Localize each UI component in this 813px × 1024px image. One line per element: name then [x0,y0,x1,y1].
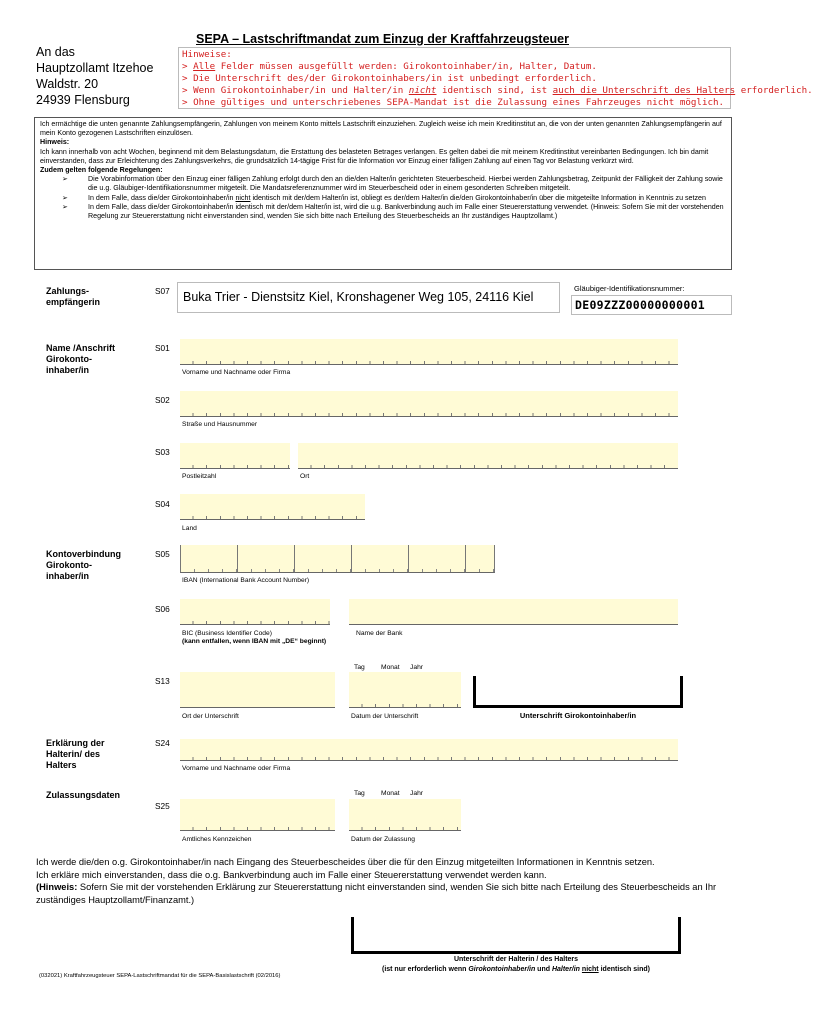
hint-line-1: > Alle Felder müssen ausgefüllt werden: Girokontoinhaber/in, Halter, Datum. [182,61,597,72]
declaration-line-1: Ich werde die/den o.g. Girokontoinhaber/in nach Eingang des Steuerbescheides über die für den Einzug mitgeteilten Informationen in Kenntnis setzen. [36,857,655,867]
holder-label: Name /Anschrift Girokonto- inhaber/in [46,343,116,375]
owner-declaration [36,856,736,906]
footer-form-id: (032021) Kraftfahrzeugsteuer SEPA-Lastschriftmandat für die SEPA-Basislastschrift (02/2016) [39,973,281,979]
registration-date-field[interactable] [349,799,461,831]
holder-city-caption: Ort [300,473,310,480]
mandate-intro: Ich ermächtige die unten genannte Zahlungsempfängerin, Zahlungen von meinem Konto mittels Lastschrift einzuziehen. Zugleich weise ich mein Kreditinstitut an, die von der unten genannten Zahlungsempfängerin auf mein Konto gezogenen Lastschriften einzulösen. [40,120,722,138]
hints-box [178,47,813,109]
mandate-rule-1: ➢ Die Vorabinformation über den Einzug einer fälligen Zahlung erfolgt durch den an die/den Halter/in gerichteten Steuerbescheid. Hierbei werden Zahlungsbetrag, Zeitpunkt der Fälligkeit der Zahlung sowie die u.g. Gläubiger-Identifikationsnummer mitgeteilt. Die Mandatsreferenznummer wird im Steuerbescheid oder in einem gesonderten Schreiben mitgeteilt. [62,175,723,193]
field-code-s04: S04 [155,499,170,509]
holder-zip-caption: Postleitzahl [182,473,217,480]
mandate-text-box [34,117,732,270]
field-code-s24: S24 [155,738,170,748]
iban-segment-4[interactable] [351,545,408,573]
mandate-hint-label: Hinweis: [40,138,70,147]
field-code-s05: S05 [155,549,170,559]
license-plate-field[interactable] [180,799,335,831]
date-label-month: Monat [381,664,400,671]
mandate-hint-text: Ich kann innerhalb von acht Wochen, beginnend mit dem Belastungsdatum, die Erstattung des belasteten Betrages verlangen. Es gelten dabei die mit meinem Kreditinstitut vereinbarten Bedingungen. Ich bin damit einverstanden, dass zur Erleichterung des Zahlungsverkehrs, die grundsätzlich 14-tägige Frist für die Information vor Einzug einer fälligen Zahlung auf einen Tag vor Belastung verkürzt wird. [40,147,709,165]
field-code-s13: S13 [155,676,170,686]
date-label-year: Jahr [410,664,424,671]
bic-field[interactable] [180,599,330,625]
declaration-line-3: (Hinweis: Sofern Sie mit der vorstehenden Erklärung zur Steuererstattung nicht einverstanden sind, wenden Sie sich bitte nach Erteilung des Steuerbescheids an Ihr zuständiges Hauptzollamt/Finanzamt.) [36,882,717,905]
license-plate-caption: Amtliches Kennzeichen [182,836,252,843]
holder-city-field[interactable] [298,443,678,469]
holder-street-caption: Straße und Hausnummer [182,421,258,428]
address-line: Waldstr. 20 [36,77,99,91]
signature-date-caption: Datum der Unterschrift [351,713,419,720]
date-label-day: Tag [354,664,365,671]
iban-caption: IBAN (International Bank Account Number) [182,577,310,584]
holder-name-field[interactable] [180,339,678,365]
signature-place-field[interactable] [180,672,335,708]
reg-date-label-year: Jahr [410,790,424,797]
reg-date-label-day: Tag [354,790,365,797]
owner-label: Erklärung der Halterin/ des Halters [46,738,105,770]
reg-date-label-month: Monat [381,790,400,797]
form-title: SEPA – Lastschriftmandat zum Einzug der Kraftfahrzeugsteuer [196,32,569,46]
field-code-s06: S06 [155,604,170,614]
recipient-address [36,44,153,108]
iban-segment-6[interactable] [465,545,495,573]
mandate-rule-2: ➢ In dem Falle, dass die/der Girokontoinhaber/in nicht identisch mit der/dem Halter/in ist, obliegt es der/dem Halter/in die/den Girokontoinhaber/in über die mitgeteilte Information in Kenntnis zu setzen [62,193,706,202]
payee-value: Buka Trier - Dienstsitz Kiel, Kronshagener Weg 105, 24116 Kiel [177,282,560,313]
bank-name-field[interactable] [349,599,678,625]
owner-signature-box[interactable] [351,917,681,954]
holder-zip-field[interactable] [180,443,290,469]
field-code-s07: S07 [155,286,170,296]
field-code-s01: S01 [155,343,170,353]
payee-label: Zahlungs- empfängerin [46,286,101,307]
address-line: Hauptzollamt Itzehoe [36,61,154,75]
holder-country-field[interactable] [180,494,365,520]
registration-date-caption: Datum der Zulassung [351,836,415,843]
signature-place-caption: Ort der Unterschrift [182,713,239,720]
account-holder-signature-box[interactable] [473,676,683,708]
address-line: An das [36,45,75,59]
hint-line-3: > Wenn Girokontoinhaber/in und Halter/in nicht identisch sind, ist auch die Unterschrift des Halters erforderlich. [182,85,813,96]
holder-street-field[interactable] [180,391,678,417]
field-code-s03: S03 [155,447,170,457]
iban-segment-1[interactable] [180,545,237,573]
hints-heading: Hinweise: [182,49,232,60]
field-code-s25: S25 [155,801,170,811]
hint-line-4: > Ohne gültiges und unterschriebenes SEPA-Mandat ist die Zulassung eines Fahrzeuges nicht möglich. [182,97,725,108]
account-holder-signature-caption: Unterschrift Girokontoinhaber/in [519,711,637,720]
holder-name-caption: Vorname und Nachname oder Firma [182,369,291,376]
owner-signature-caption: Unterschrift der Halterin / des Halters (ist nur erforderlich wenn Girokontoinhaber/in und Halter/in nicht identisch sind) [351,955,681,975]
field-code-s02: S02 [155,395,170,405]
owner-signature-note: (ist nur erforderlich wenn Girokontoinhaber/in und Halter/in nicht identisch sind) [381,966,650,973]
bic-caption-note: (kann entfallen, wenn IBAN mit „DE“ beginnt) [182,638,327,645]
registration-label: Zulassungsdaten [46,790,121,800]
signature-date-field[interactable] [349,672,461,708]
iban-segment-2[interactable] [237,545,294,573]
mandate-rules-label: Zudem gelten folgende Regelungen: [40,166,163,175]
creditor-id-label: Gläubiger-Identifikationsnummer: [574,284,685,293]
declaration-line-2: Ich erkläre mich einverstanden, dass die o.g. Bankverbindung auch im Falle einer Steuererstattung verwendet werden kann. [36,869,547,880]
iban-segment-3[interactable] [294,545,351,573]
bank-label: Kontoverbindung Girokonto- inhaber/in [46,549,121,581]
iban-segment-5[interactable] [408,545,465,573]
bic-caption: BIC (Business Identifier Code) [182,630,272,637]
owner-name-field[interactable] [180,739,678,761]
bank-name-caption: Name der Bank [356,630,403,637]
holder-country-caption: Land [182,525,197,532]
mandate-rule-3: ➢ In dem Falle, dass die/der Girokontoinhaber/in identisch mit der/dem Halter/in ist, wird die u.g. Bankverbindung auch im Falle einer Steuererstattung verwendet. (Hinweis: Sofern Sie mit der vorstehenden Regelung zur Steuererstattung nicht einverstanden sind, wenden Sie sich bitte nach Erteilung des Steuerbescheids an Ihr zuständiges Hauptzollamt.) [62,202,724,221]
hint-line-2: > Die Unterschrift des/der Girokontoinhabers/in ist unbedingt erforderlich. [182,73,597,84]
owner-name-caption: Vorname und Nachname oder Firma [182,765,291,772]
address-line: 24939 Flensburg [36,93,130,107]
creditor-id-value: DE09ZZZ00000000001 [571,295,732,315]
